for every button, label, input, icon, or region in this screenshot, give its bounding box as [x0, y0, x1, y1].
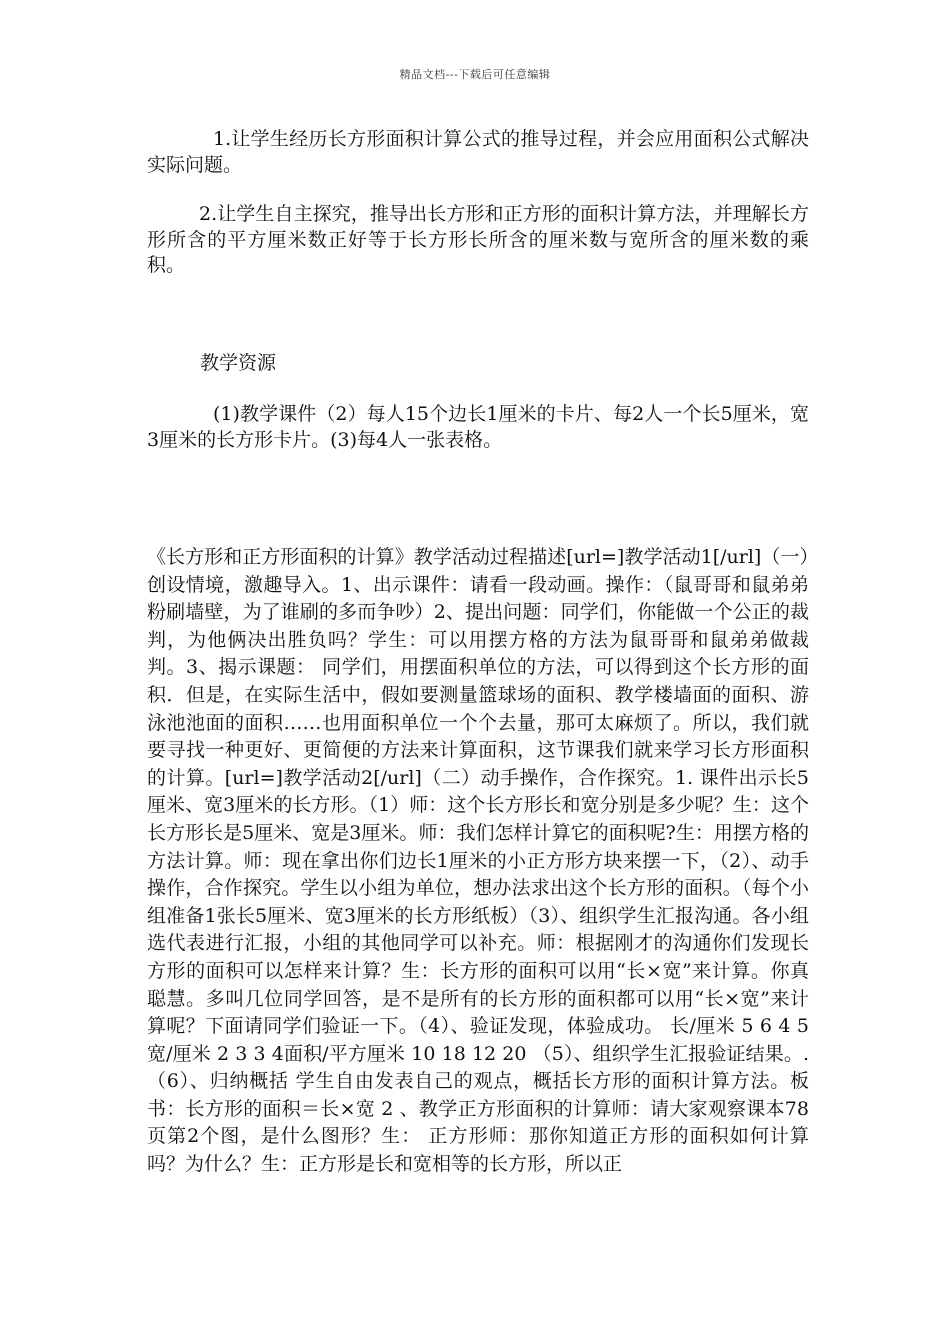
- objective-1: 1.让学生经历长方形面积计算公式的推导过程，并会应用面积公式解决实际问题。: [147, 128, 809, 176]
- resources-text: (1)教学课件（2）每人15个边长1厘米的卡片、每2人一个长5厘米，宽3厘米的长方形卡片。(3)每4人一张表格。: [147, 403, 809, 451]
- resources-heading: 教学资源: [200, 352, 277, 374]
- objective-2: 2.让学生自主探究，推导出长方形和正方形的面积计算方法，并理解长方形所含的平方厘米数正好等于长方形长所含的厘米数与宽所含的厘米数的乘积。: [147, 203, 809, 276]
- process-text: 《长方形和正方形面积的计算》教学活动过程描述[url=]教学活动1[/url]（一）创设情境，激趣导入。1、出示课件：请看一段动画。操作：（鼠哥哥和鼠弟弟粉刷墙壁，为了谁刷的多而争吵）2、提出问题：同学们，你能做一个公正的裁判，为他俩决出胜负吗？学生：可以用摆方格的方法为鼠哥哥和鼠弟弟做裁判。3、揭示课题： 同学们，用摆面积单位的方法，可以得到这个长方形的面积．但是，在实际生活中，假如要测量篮球场的面积、教学楼墙面的面积、游泳池池面的面积……也用面积单位一个个去量，那可太麻烦了。所以，我们就要寻找一种更好、更简便的方法来计算面积，这节课我们就来学习长方形面积的计算。[url=]教学活动2[/url]（二）动手操作，合作探究。1. 课件出示长5厘米、宽3厘米的长方形。（1）师：这个长方形长和宽分别是多少呢？生：这个长方形长是5厘米、宽是3厘米。师：我们怎样计算它的面积呢?生：用摆方格的方法计算。师：现在拿出你们边长1厘米的小正方形方块来摆一下，（2）、动手操作，合作探究。学生以小组为单位，想办法求出这个长方形的面积。（每个小组准备1张长5厘米、宽3厘米的长方形纸板）（3）、组织学生汇报沟通。各小组选代表进行汇报，小组的其他同学可以补充。师：根据刚才的沟通你们发现长方形的面积可以怎样来计算？生：长方形的面积可以用“长×宽”来计算。你真聪慧。多叫几位同学回答，是不是所有的长方形的面积都可以用“长×宽”来计算呢？下面请同学们验证一下。（4）、验证发现，体验成功。 长/厘米 5 6 4 5宽/厘米 2 3 3 4面积/平方厘米 10 18 12 20 （5）、组织学生汇报验证结果。.（6）、归纳概括 学生自由发表自己的观点，概括长方形的面积计算方法。板书：长方形的面积＝长×宽 2 、教学正方形面积的计算师：请大家观察课本78页第2个图，是什么图形？生： 正方形师：那你知道正方形的面积如何计算吗？为什么？生：正方形是长和宽相等的长方形，所以正: [147, 546, 809, 1176]
- page-header: 精品文档---下载后可任意编辑: [399, 68, 551, 81]
